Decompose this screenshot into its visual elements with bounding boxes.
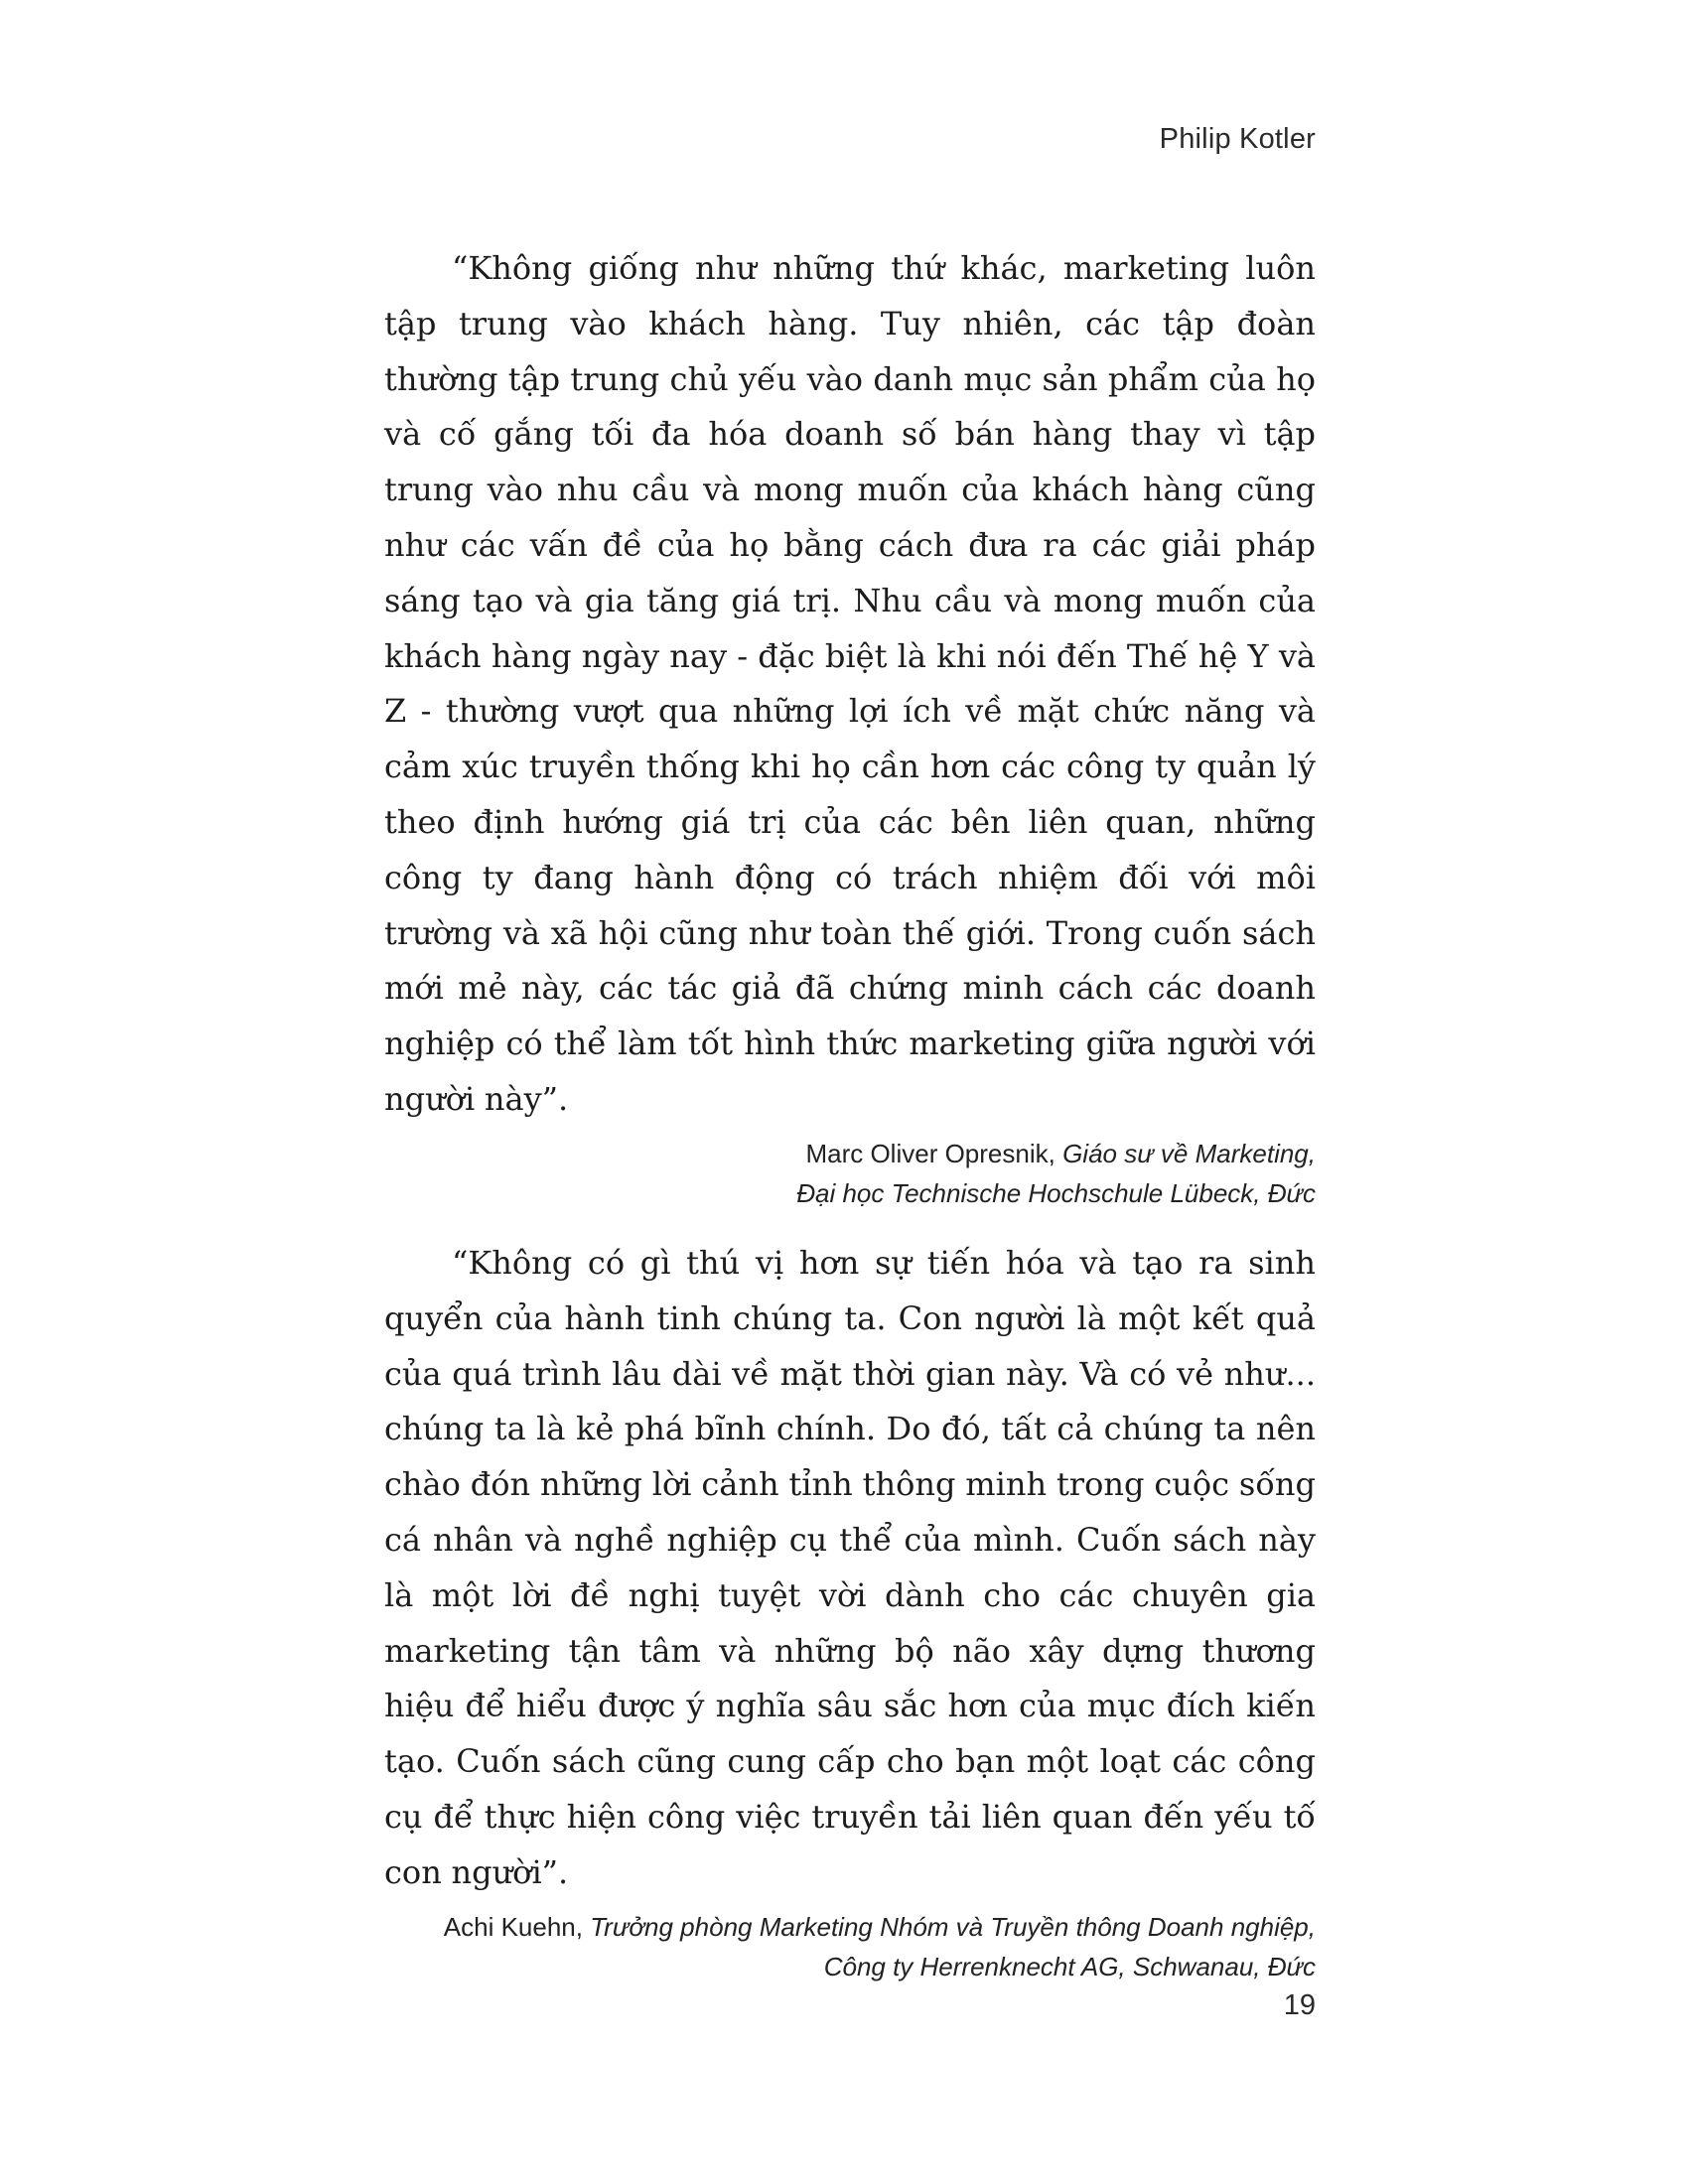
running-header-author: Philip Kotler bbox=[1159, 123, 1316, 155]
attribution-org: Công ty Herrenknecht AG, Schwanau, Đức bbox=[823, 1951, 1316, 1981]
endorsement-quote-1 bbox=[384, 241, 1316, 1213]
attribution-line-1 bbox=[384, 1907, 1316, 1947]
attribution-name: Marc Oliver Opresnik, bbox=[805, 1138, 1055, 1168]
attribution-role: Giáo sư về Marketing, bbox=[1062, 1138, 1316, 1168]
endorsement-quote-2 bbox=[384, 1236, 1316, 1986]
attribution-role: Trưởng phòng Marketing Nhóm và Truyền thông Doanh nghiệp, bbox=[590, 1911, 1316, 1942]
attribution-line-1 bbox=[384, 1134, 1316, 1173]
page-number: 19 bbox=[1283, 1989, 1316, 2021]
quote-text: “Không giống như những thứ khác, marketing luôn tập trung vào khách hàng. Tuy nhiên, các tập đoàn thường tập trung chủ yếu vào danh mục sản phẩm của họ và cố gắng tối đa hóa doanh số bán hàng thay vì tập trung vào nhu cầu và mong muốn của khách hàng cũng như các vấn đề của họ bằng cách đưa ra các giải pháp sáng tạo và gia tăng giá trị. Nhu cầu và mong muốn của khách hàng ngày nay - đặc biệt là khi nói đến Thế hệ Y và Z - thường vượt qua những lợi ích về mặt chức năng và cảm xúc truyền thống khi họ cần hơn các công ty quản lý theo định hướng giá trị của các bên liên quan, những công ty đang hành động có trách nhiệm đối với môi trường và xã hội cũng như toàn thế giới. Trong cuốn sách mới mẻ này, các tác giả đã chứng minh cách các doanh nghiệp có thể làm tốt hình thức marketing giữa người với người này”. bbox=[384, 249, 1316, 1118]
attribution-name: Achi Kuehn, bbox=[443, 1911, 583, 1942]
attribution-org: Đại học Technische Hochschule Lübeck, Đức bbox=[796, 1177, 1316, 1208]
quote-text: “Không có gì thú vị hơn sự tiến hóa và tạo ra sinh quyển của hành tinh chúng ta. Con người là một kết quả của quá trình lâu dài về mặt thời gian này. Và có vẻ như... chúng ta là kẻ phá bĩnh chính. Do đó, tất cả chúng ta nên chào đón những lời cảnh tỉnh thông minh trong cuộc sống cá nhân và nghề nghiệp cụ thể của mình. Cuốn sách này là một lời đề nghị tuyệt vời dành cho các chuyên gia marketing tận tâm và những bộ não xây dựng thương hiệu để hiểu được ý nghĩa sâu sắc hơn của mục đích kiến tạo. Cuốn sách cũng cung cấp cho bạn một loạt các công cụ để thực hiện công việc truyền tải liên quan đến yếu tố con người”. bbox=[384, 1244, 1316, 1891]
attribution-line-2 bbox=[384, 1947, 1316, 1986]
quote-attribution bbox=[384, 1134, 1316, 1213]
attribution-line-2 bbox=[384, 1173, 1316, 1213]
quote-attribution bbox=[384, 1907, 1316, 1986]
